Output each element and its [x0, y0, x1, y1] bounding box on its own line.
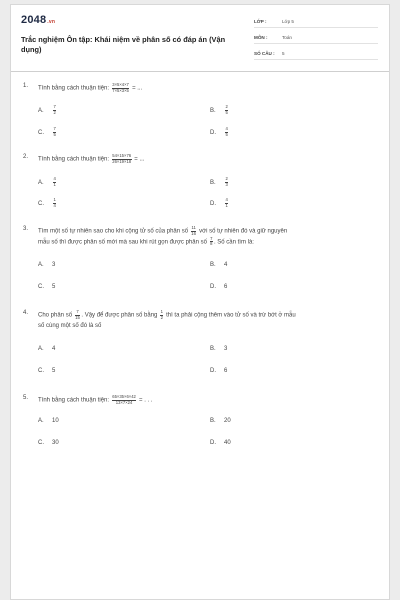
option-value: 20: [224, 418, 231, 424]
question-text: [38, 83, 378, 94]
option-a[interactable]: [38, 346, 55, 352]
option-value: 6: [224, 368, 228, 374]
question-text-part: Tính bằng cách thuận tiện:: [38, 85, 110, 92]
fraction-numerator: 2: [225, 176, 228, 181]
option-c[interactable]: [38, 284, 55, 290]
fraction-denominator: 7×5×3×5: [112, 87, 129, 93]
fraction-numerator: 7: [210, 235, 213, 241]
question-text-part: . Vậy để được phân số bằng: [81, 312, 158, 319]
fraction-denominator: 15: [75, 314, 80, 320]
option-d[interactable]: [210, 440, 231, 446]
fraction-denominator: 16: [191, 230, 196, 236]
option-c[interactable]: [38, 368, 55, 374]
fraction-numerator: 4: [225, 197, 228, 202]
question-text-part: = ...: [134, 156, 145, 163]
meta-row-subject: [254, 33, 378, 44]
option-b[interactable]: [210, 418, 231, 424]
option-c[interactable]: [38, 198, 57, 208]
worksheet-header: [11, 5, 389, 72]
meta-label: SỐ CÂU :: [254, 51, 275, 56]
fraction-denominator: 1: [225, 202, 228, 208]
question-number: 3.: [23, 226, 29, 232]
option-value: 3: [52, 262, 56, 268]
fraction-denominator: 26×19×18: [112, 158, 132, 164]
fraction-denominator: 4: [53, 202, 56, 208]
meta-value: 5: [282, 51, 285, 56]
option-a[interactable]: [38, 418, 59, 424]
option-value: 4: [224, 262, 228, 268]
question-text-part: Tính bằng cách thuận tiện:: [38, 156, 110, 163]
fraction-numerator: 11: [191, 225, 196, 230]
fraction-numerator: 1: [53, 197, 56, 202]
fraction-denominator: 13×7×24: [115, 399, 133, 405]
fraction: [160, 310, 163, 320]
meta-value: Toán: [282, 35, 292, 40]
option-label: D.: [210, 368, 216, 374]
fraction-denominator: 5: [225, 109, 228, 115]
option-value: 3: [224, 346, 228, 352]
option-label: B.: [210, 346, 216, 352]
fraction: [75, 310, 81, 320]
option-b[interactable]: [210, 177, 229, 187]
fraction-numerator: 65×35×6×42: [112, 394, 136, 399]
option-a[interactable]: [38, 262, 55, 268]
question-text-part: = ...: [132, 85, 143, 92]
option-value: 40: [224, 440, 231, 446]
option-value: 10: [52, 418, 59, 424]
option-label: C.: [38, 440, 44, 446]
fraction: [53, 177, 56, 187]
fraction: [225, 198, 228, 208]
option-value: 5: [52, 368, 56, 374]
fraction-numerator: 4: [225, 126, 228, 131]
option-d[interactable]: [210, 127, 229, 137]
option-d[interactable]: [210, 368, 227, 374]
meta-value: Lớp 5: [282, 19, 294, 24]
question-number: 4.: [23, 310, 29, 316]
question-number: 1.: [23, 83, 29, 89]
option-label: A.: [38, 346, 44, 352]
fraction: [112, 83, 130, 93]
option-value: 4: [52, 346, 56, 352]
option-label: D.: [210, 440, 216, 446]
fraction-numerator: 54×15×76: [112, 153, 132, 158]
fraction: [53, 127, 56, 137]
option-label: D.: [210, 284, 216, 290]
fraction: [53, 198, 56, 208]
fraction: [225, 177, 228, 187]
meta-label: MÔN :: [254, 35, 268, 40]
option-label: C.: [38, 368, 44, 374]
question-text-part: với số tự nhiên đó và giữ nguyên: [199, 228, 288, 235]
question-number: 2.: [23, 154, 29, 160]
fraction: [112, 154, 132, 164]
question-text-part: Tìm một số tự nhiên sao cho khi cộng tử số của phân số: [38, 228, 189, 235]
question-text-part: Cho phân số: [38, 312, 73, 319]
option-value: 5: [52, 284, 56, 290]
option-label: B.: [210, 418, 216, 424]
fraction-denominator: 2: [53, 109, 56, 115]
option-d[interactable]: [210, 198, 229, 208]
question-text-part: . Số cần tìm là:: [213, 239, 254, 246]
fraction-denominator: 1: [53, 181, 56, 187]
fraction-denominator: 5: [53, 131, 56, 137]
option-b[interactable]: [210, 262, 227, 268]
option-label: D.: [210, 200, 216, 207]
fraction: [210, 237, 213, 247]
question-text: [38, 226, 378, 247]
fraction-numerator: 2: [225, 104, 228, 109]
site-logo[interactable]: [21, 14, 55, 26]
fraction: [225, 127, 228, 137]
worksheet-page: [10, 4, 390, 600]
question-text-part: mẫu số thì được phân số mới mà sau khi rút gọn được phân số: [38, 239, 207, 246]
question-text-part: thì ta phải cộng thêm vào tử số và trừ bớt ở mẫu: [166, 312, 296, 319]
question-text: [38, 310, 378, 331]
option-value: 6: [224, 284, 228, 290]
page-title: Trắc nghiệm Ôn tập: Khái niệm về phân số có đáp án (Vận dụng): [21, 35, 226, 54]
question-text-part: Tính bằng cách thuận tiện:: [38, 397, 110, 404]
logo-suffix: .vn: [47, 19, 56, 25]
option-c[interactable]: [38, 440, 59, 446]
meta-row-class: [254, 17, 378, 28]
option-label: C.: [38, 129, 44, 136]
option-a[interactable]: [38, 105, 57, 115]
question-text-part: = . . .: [139, 397, 153, 404]
fraction-numerator: 1: [160, 309, 163, 314]
option-label: B.: [210, 262, 216, 268]
option-d[interactable]: [210, 284, 227, 290]
option-label: C.: [38, 200, 44, 207]
question-text-part: số cùng một số đó là số: [38, 322, 102, 329]
option-label: A.: [38, 418, 44, 424]
fraction: [225, 105, 228, 115]
option-label: C.: [38, 284, 44, 290]
fraction-denominator: 5: [225, 131, 228, 137]
option-label: A.: [38, 179, 44, 186]
fraction-numerator: 3×5×4×7: [112, 82, 129, 87]
option-label: B.: [210, 107, 216, 114]
option-c[interactable]: [38, 127, 57, 137]
option-label: A.: [38, 262, 44, 268]
option-value: 30: [52, 440, 59, 446]
meta-label: LỚP :: [254, 19, 267, 24]
fraction-numerator: 4: [53, 176, 56, 181]
logo-text: 2048: [21, 14, 47, 26]
fraction-numerator: 7: [53, 104, 56, 109]
question-text: [38, 154, 378, 165]
option-a[interactable]: [38, 177, 57, 187]
question-text: [38, 395, 378, 406]
fraction: [112, 395, 137, 405]
fraction-denominator: 8: [210, 241, 213, 247]
option-b[interactable]: [210, 105, 229, 115]
option-label: A.: [38, 107, 44, 114]
option-b[interactable]: [210, 346, 227, 352]
fraction-numerator: 7: [53, 126, 56, 131]
meta-row-count: [254, 49, 378, 60]
question-number: 5.: [23, 395, 29, 401]
fraction: [53, 105, 56, 115]
fraction-numerator: 7: [76, 309, 79, 314]
fraction-denominator: 2: [160, 314, 163, 320]
option-label: B.: [210, 179, 216, 186]
fraction: [191, 226, 197, 236]
option-label: D.: [210, 129, 216, 136]
fraction-denominator: 3: [225, 181, 228, 187]
